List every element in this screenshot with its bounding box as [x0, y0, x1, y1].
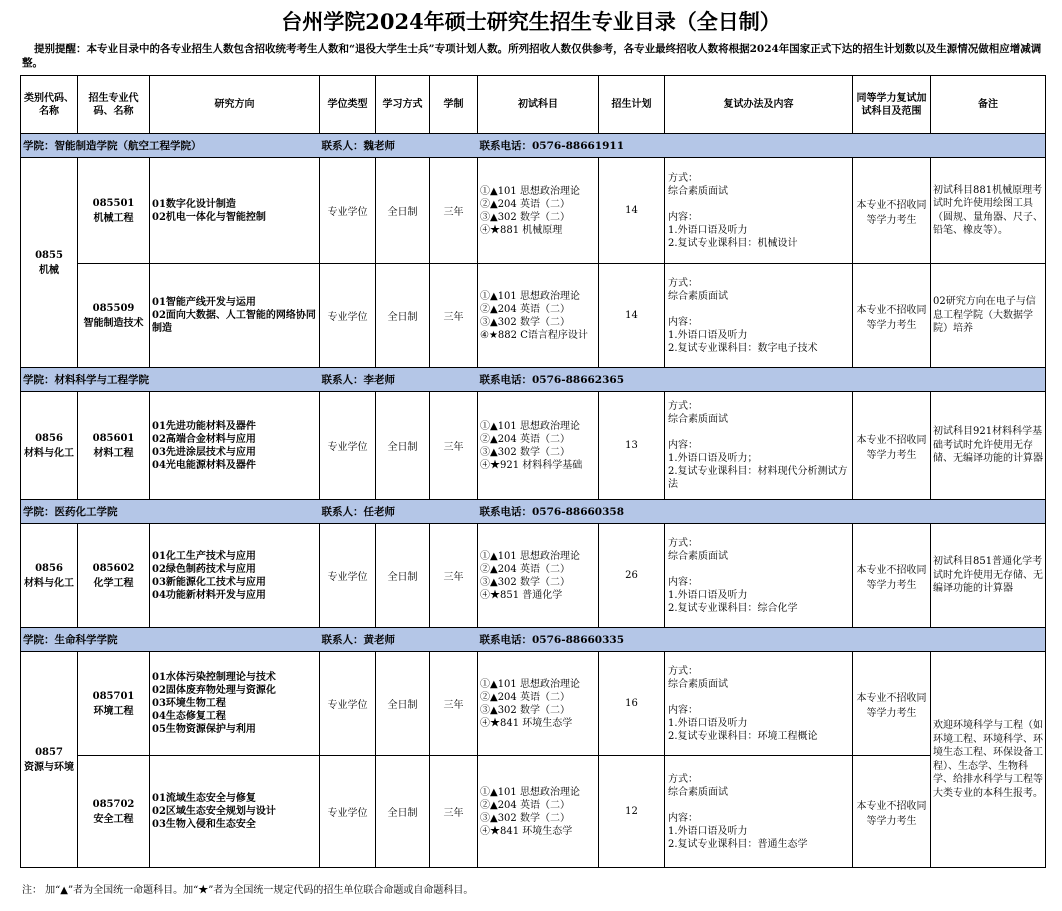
college-contact: 联系人：黄老师 — [320, 628, 478, 652]
college-row — [21, 628, 1046, 652]
major-cell — [78, 392, 150, 500]
direction-item: 01数字化设计制造 — [152, 198, 236, 210]
category-line: 材料与化工 — [24, 577, 74, 589]
major-row — [21, 392, 1046, 500]
exam-subject: ④★921 材料科学基础 — [480, 459, 583, 471]
category-cell — [21, 652, 78, 868]
direction-item: 01先进功能材料及器件 — [152, 420, 256, 432]
major-code: 085602 — [92, 562, 135, 574]
retest-line: 2.复试专业课科目：环境工程概论 — [668, 730, 818, 742]
college-phone: 联系电话：0576-88661911 — [478, 134, 1046, 158]
retest-line: 综合素质面试 — [668, 414, 728, 425]
direction-item: 05生物资源保护与利用 — [152, 724, 256, 735]
exam-subject: ②▲204 英语（二） — [480, 563, 570, 575]
category-line: 0856 — [35, 432, 63, 444]
directions-cell — [150, 524, 320, 628]
header-major: 招生专业代码、名称 — [78, 76, 150, 134]
plan-cell: 14 — [599, 264, 665, 368]
directions-cell — [150, 392, 320, 500]
major-code: 085509 — [92, 302, 135, 314]
retest-line: 综合素质面试 — [668, 185, 728, 197]
exam-subject: ③▲302 数学（二） — [480, 704, 570, 716]
retest-cell — [665, 264, 853, 368]
exam-subject: ①▲101 思想政治理论 — [480, 420, 580, 432]
category-line: 材料与化工 — [24, 447, 74, 459]
exam-subject: ②▲204 英语（二） — [480, 799, 570, 811]
header-duration: 学制 — [430, 76, 478, 134]
college-row — [21, 500, 1046, 524]
retest-line: 2.复试专业课科目：数字电子技术 — [668, 342, 818, 354]
mode-cell: 全日制 — [376, 756, 430, 868]
category-line: 0855 — [35, 249, 63, 261]
degree-cell: 专业学位 — [320, 264, 376, 368]
major-row — [21, 524, 1046, 628]
retest-line — [668, 799, 850, 812]
major-code: 085701 — [92, 690, 135, 702]
exam-subjects-cell — [478, 264, 599, 368]
direction-item: 02机电一体化与智能控制 — [152, 211, 266, 223]
major-cell — [78, 756, 150, 868]
direction-item: 02绿色制药技术与应用 — [152, 563, 256, 575]
category-line: 机械 — [39, 264, 59, 276]
direction-item: 04光电能源材料及器件 — [152, 459, 256, 471]
retest-line: 内容： — [668, 316, 698, 328]
exam-subject: ①▲101 思想政治理论 — [480, 550, 580, 562]
exam-subject: ②▲204 英语（二） — [480, 303, 570, 315]
plan-cell: 26 — [599, 524, 665, 628]
college-name: 学院：医药化工学院 — [21, 500, 320, 524]
exam-subject: ②▲204 英语（二） — [480, 691, 570, 703]
header-remark: 备注 — [931, 76, 1046, 134]
college-phone: 联系电话：0576-88660335 — [478, 628, 1046, 652]
college-phone: 联系电话：0576-88662365 — [478, 368, 1046, 392]
college-name: 学院：生命科学学院 — [21, 628, 320, 652]
extra-cell: 本专业不招收同等学力考生 — [853, 524, 931, 628]
direction-item: 04功能新材料开发与应用 — [152, 589, 266, 601]
major-cell — [78, 524, 150, 628]
college-row — [21, 134, 1046, 158]
extra-cell: 本专业不招收同等学力考生 — [853, 158, 931, 264]
retest-line: 方式： — [668, 401, 698, 412]
major-name: 安全工程 — [93, 813, 134, 825]
exam-subject: ①▲101 思想政治理论 — [480, 185, 580, 197]
plan-cell: 14 — [599, 158, 665, 264]
major-code: 085702 — [92, 798, 135, 810]
college-contact: 联系人：魏老师 — [320, 134, 478, 158]
college-contact: 联系人：李老师 — [320, 368, 478, 392]
direction-item: 04生态修复工程 — [152, 711, 226, 722]
plan-cell: 13 — [599, 392, 665, 500]
major-row — [21, 158, 1046, 264]
direction-item: 02面向大数据、人工智能的网络协同制造 — [152, 310, 316, 334]
notice-text: 提别提醒：本专业目录中的各专业招生人数包含招收统考考生人数和“退役大学生士兵”专项计划人数。所列招收人数仅供参考，各专业最终招收人数将根据2024年国家正式下达的招生计划数以及生源情况做相应增减调整。 — [22, 43, 1042, 69]
footer-note: 注： 加“▲”者为全国统一命题科目。加“★”者为全国统一规定代码的招生单位联合命题或自命题科目。 — [22, 885, 474, 896]
direction-item: 01智能产线开发与运用 — [152, 297, 256, 308]
retest-line: 方式： — [668, 277, 698, 289]
major-row — [21, 264, 1046, 368]
retest-line: 2.复试专业课科目：机械设计 — [668, 237, 798, 249]
category-line: 资源与环境 — [24, 761, 74, 773]
retest-line: 内容： — [668, 211, 698, 223]
remark-cell: 初试科目921材料科学基础考试时允许使用无存储、无编译功能的计算器 — [931, 392, 1046, 500]
extra-cell: 本专业不招收同等学力考生 — [853, 392, 931, 500]
directions-cell — [150, 756, 320, 868]
degree-cell: 专业学位 — [320, 652, 376, 756]
category-line: 0856 — [35, 562, 63, 574]
exam-subject: ④★841 环境生态学 — [480, 717, 573, 729]
duration-cell: 三年 — [430, 264, 478, 368]
exam-subject: ③▲302 数学（二） — [480, 446, 570, 458]
direction-item: 03环境生物工程 — [152, 698, 226, 709]
extra-cell: 本专业不招收同等学力考生 — [853, 264, 931, 368]
retest-line — [668, 563, 850, 576]
major-cell — [78, 158, 150, 264]
header-category: 类别代码、名称 — [21, 76, 78, 134]
exam-subject: ②▲204 英语（二） — [480, 198, 570, 210]
retest-line: 2.复试专业课科目：普通生态学 — [668, 838, 808, 850]
directions-cell — [150, 264, 320, 368]
college-phone: 联系电话：0576-88660358 — [478, 500, 1046, 524]
exam-subject: ④★881 机械原理 — [480, 224, 563, 236]
retest-line — [668, 426, 850, 439]
college-name: 学院：智能制造学院（航空工程学院） — [21, 134, 320, 158]
header-direction: 研究方向 — [150, 76, 320, 134]
retest-line: 内容： — [668, 440, 698, 451]
duration-cell: 三年 — [430, 392, 478, 500]
retest-line: 内容： — [668, 704, 698, 716]
header-extra: 同等学力复试加试科目及范围 — [853, 76, 931, 134]
college-row — [21, 368, 1046, 392]
remark-cell: 初试科目881机械原理考试时允许使用绘图工具（圆规、量角器、尺子、铅笔、橡皮等）。 — [931, 158, 1046, 264]
category-cell — [21, 524, 78, 628]
exam-subject: ④★841 环境生态学 — [480, 825, 573, 837]
directions-cell — [150, 158, 320, 264]
retest-line: 1.外语口语及听力 — [668, 825, 748, 837]
direction-item: 02高端合金材料与应用 — [152, 433, 256, 445]
retest-cell — [665, 392, 853, 500]
duration-cell: 三年 — [430, 652, 478, 756]
header-mode: 学习方式 — [376, 76, 430, 134]
directions-cell — [150, 652, 320, 756]
exam-subject: ①▲101 思想政治理论 — [480, 786, 580, 798]
mode-cell: 全日制 — [376, 652, 430, 756]
retest-line: 1.外语口语及听力 — [668, 329, 748, 341]
header-degree: 学位类型 — [320, 76, 376, 134]
retest-cell — [665, 652, 853, 756]
degree-cell: 专业学位 — [320, 158, 376, 264]
direction-item: 01化工生产技术与应用 — [152, 550, 256, 562]
remark-cell: 02研究方向在电子与信息工程学院（大数据学院）培养 — [931, 264, 1046, 368]
degree-cell: 专业学位 — [320, 392, 376, 500]
major-name: 材料工程 — [93, 447, 134, 459]
retest-line: 综合素质面试 — [668, 290, 728, 302]
category-cell — [21, 392, 78, 500]
degree-cell: 专业学位 — [320, 756, 376, 868]
major-cell — [78, 264, 150, 368]
direction-item: 02固体废弃物处理与资源化 — [152, 685, 276, 696]
catalog-table — [20, 75, 1046, 868]
retest-line: 1.外语口语及听力 — [668, 717, 748, 729]
exam-subjects-cell — [478, 158, 599, 264]
exam-subjects-cell — [478, 756, 599, 868]
degree-cell: 专业学位 — [320, 524, 376, 628]
retest-line: 1.外语口语及听力； — [668, 453, 758, 464]
exam-subject: ③▲302 数学（二） — [480, 316, 570, 328]
exam-subject: ②▲204 英语（二） — [480, 433, 570, 445]
retest-cell — [665, 524, 853, 628]
retest-line: 综合素质面试 — [668, 678, 728, 690]
category-line: 0857 — [35, 746, 63, 758]
retest-line: 方式： — [668, 537, 698, 549]
exam-subject: ①▲101 思想政治理论 — [480, 678, 580, 690]
major-code: 085601 — [92, 432, 135, 444]
direction-item: 01水体污染控制理论与技术 — [152, 672, 276, 683]
college-name: 学院：材料科学与工程学院 — [21, 368, 320, 392]
duration-cell: 三年 — [430, 158, 478, 264]
exam-subject: ①▲101 思想政治理论 — [480, 290, 580, 302]
mode-cell: 全日制 — [376, 264, 430, 368]
retest-line — [668, 198, 850, 211]
exam-subject: ③▲302 数学（二） — [480, 576, 570, 588]
header-plan: 招生计划 — [599, 76, 665, 134]
major-row — [21, 756, 1046, 868]
direction-item: 03先进涂层技术与应用 — [152, 446, 256, 458]
page-title: 台州学院2024年硕士研究生招生专业目录（全日制） — [281, 9, 781, 34]
header-retest: 复试办法及内容 — [665, 76, 853, 134]
retest-cell — [665, 158, 853, 264]
major-name: 化学工程 — [93, 577, 134, 589]
extra-cell: 本专业不招收同等学力考生 — [853, 652, 931, 756]
mode-cell: 全日制 — [376, 524, 430, 628]
remark-cell: 初试科目851普通化学考试时允许使用无存储、无编译功能的计算器 — [931, 524, 1046, 628]
duration-cell: 三年 — [430, 756, 478, 868]
category-cell — [21, 158, 78, 368]
retest-line: 1.外语口语及听力 — [668, 589, 748, 601]
plan-cell: 12 — [599, 756, 665, 868]
direction-item: 03新能源化工技术与应用 — [152, 576, 266, 588]
exam-subject: ④★851 普通化学 — [480, 589, 563, 601]
major-row — [21, 652, 1046, 756]
retest-line: 2.复试专业课科目：综合化学 — [668, 602, 798, 614]
exam-subject: ③▲302 数学（二） — [480, 211, 570, 223]
retest-line: 综合素质面试 — [668, 550, 728, 562]
major-name: 环境工程 — [93, 705, 134, 717]
major-name: 智能制造技术 — [83, 317, 144, 329]
table-header-row — [21, 76, 1046, 134]
retest-line: 方式： — [668, 172, 698, 184]
major-cell — [78, 652, 150, 756]
retest-line: 内容： — [668, 576, 698, 588]
retest-line — [668, 303, 850, 316]
exam-subject: ④★882 C语言程序设计 — [480, 329, 588, 341]
exam-subjects-cell — [478, 524, 599, 628]
retest-line — [668, 691, 850, 704]
retest-line: 方式： — [668, 773, 698, 785]
mode-cell: 全日制 — [376, 158, 430, 264]
exam-subjects-cell — [478, 652, 599, 756]
direction-item: 02区域生态安全规划与设计 — [152, 806, 276, 817]
remark-cell: 欢迎环境科学与工程（如环境工程、环境科学、环境生态工程、环保设备工程）、生态学、生物科学、给排水科学与工程等大类专业的本科生报考。 — [931, 652, 1046, 868]
retest-cell — [665, 756, 853, 868]
plan-cell: 16 — [599, 652, 665, 756]
major-name: 机械工程 — [93, 212, 134, 224]
retest-line: 方式： — [668, 665, 698, 677]
duration-cell: 三年 — [430, 524, 478, 628]
college-contact: 联系人：任老师 — [320, 500, 478, 524]
retest-line: 1.外语口语及听力 — [668, 224, 748, 236]
retest-line: 综合素质面试 — [668, 786, 728, 798]
mode-cell: 全日制 — [376, 392, 430, 500]
extra-cell: 本专业不招收同等学力考生 — [853, 756, 931, 868]
major-code: 085501 — [92, 197, 135, 209]
exam-subject: ③▲302 数学（二） — [480, 812, 570, 824]
direction-item: 01流域生态安全与修复 — [152, 793, 256, 804]
header-exam: 初试科目 — [478, 76, 599, 134]
direction-item: 03生物入侵和生态安全 — [152, 819, 256, 830]
retest-line: 2.复试专业课科目：材料现代分析测试方法 — [668, 466, 848, 490]
exam-subjects-cell — [478, 392, 599, 500]
retest-line: 内容： — [668, 812, 698, 824]
